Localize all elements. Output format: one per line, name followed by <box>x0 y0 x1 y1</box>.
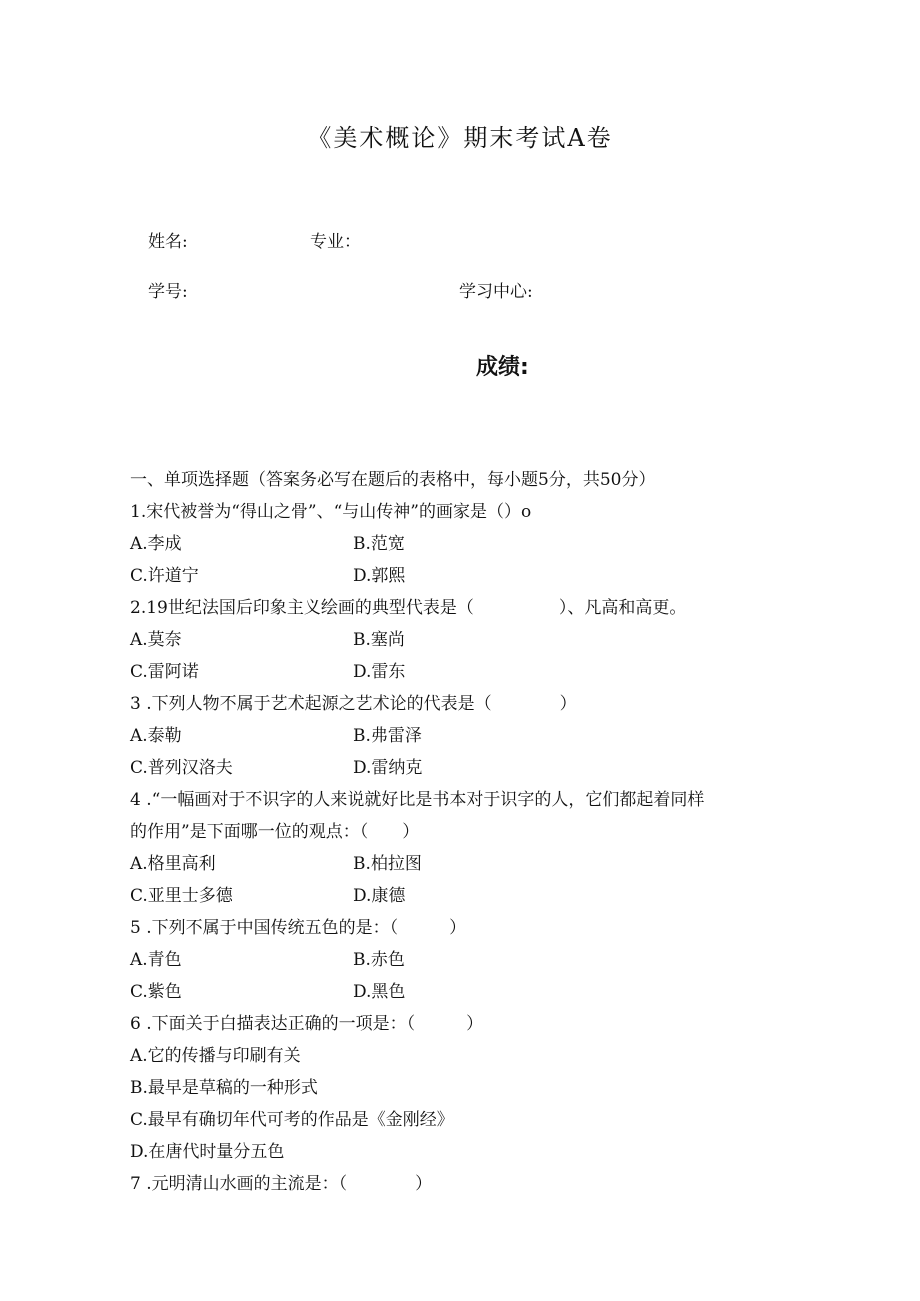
learning-center-field-label: 学习中心: <box>459 282 533 302</box>
question-7: 7 .元明清山水画的主流是：（ ） <box>130 1174 433 1194</box>
question-1: 1.宋代被誉为“得山之骨”、“与山传神”的画家是（）o <box>130 502 532 522</box>
name-field-label: 姓名: <box>148 232 188 252</box>
q2-option-c: C.雷阿诺 <box>130 662 199 682</box>
q6-option-b: B.最早是草稿的一种形式 <box>130 1078 318 1098</box>
q5-option-c: C.紫色 <box>130 982 182 1002</box>
question-5: 5 .下列不属于中国传统五色的是：（ ） <box>130 918 467 938</box>
q1-option-b: B.范宽 <box>353 534 405 554</box>
q5-option-d: D.黑色 <box>353 982 406 1002</box>
question-6: 6 .下面关于白描表达正确的一项是：（ ） <box>130 1014 484 1034</box>
question-2: 2.19世纪法国后印象主义绘画的典型代表是（ ）、凡高和高更。 <box>130 598 687 618</box>
major-field-label: 专业： <box>310 232 361 252</box>
question-4-line-1: 4 .“一幅画对于不识字的人来说就好比是书本对于识字的人，它们都起着同样 <box>130 790 705 810</box>
q2-option-a: A.莫奈 <box>130 630 182 650</box>
q4-option-c: C.亚里士多德 <box>130 886 233 906</box>
q4-option-d: D.康德 <box>353 886 406 906</box>
exam-title: 《美术概论》期末考试A卷 <box>307 124 613 152</box>
q6-option-c: C.最早有确切年代可考的作品是《金刚经》 <box>130 1110 454 1130</box>
q3-option-d: D.雷纳克 <box>353 758 423 778</box>
q3-option-c: C.普列汉洛夫 <box>130 758 233 778</box>
q5-option-b: B.赤色 <box>353 950 405 970</box>
student-id-field-label: 学号: <box>148 282 188 302</box>
q3-option-b: B.弗雷泽 <box>353 726 422 746</box>
score-label: 成绩: <box>476 355 529 380</box>
q1-option-a: A.李成 <box>130 534 182 554</box>
section-heading: 一、单项选择题（答案务必写在题后的表格中，每小题5分，共50分） <box>130 470 656 490</box>
q4-option-b: B.柏拉图 <box>353 854 422 874</box>
q4-option-a: A.格里高利 <box>130 854 216 874</box>
question-3: 3 .下列人物不属于艺术起源之艺术论的代表是（ ） <box>130 694 577 714</box>
q1-option-c: C.许道宁 <box>130 566 199 586</box>
question-4-line-2: 的作用”是下面哪一位的观点：（ ） <box>130 822 420 842</box>
q6-option-d: D.在唐代时量分五色 <box>130 1142 285 1162</box>
q2-option-b: B.塞尚 <box>353 630 405 650</box>
q1-option-d: D.郭熙 <box>353 566 406 586</box>
q5-option-a: A.青色 <box>130 950 182 970</box>
q6-option-a: A.它的传播与印刷有关 <box>130 1046 301 1066</box>
q3-option-a: A.泰勒 <box>130 726 182 746</box>
q2-option-d: D.雷东 <box>353 662 406 682</box>
